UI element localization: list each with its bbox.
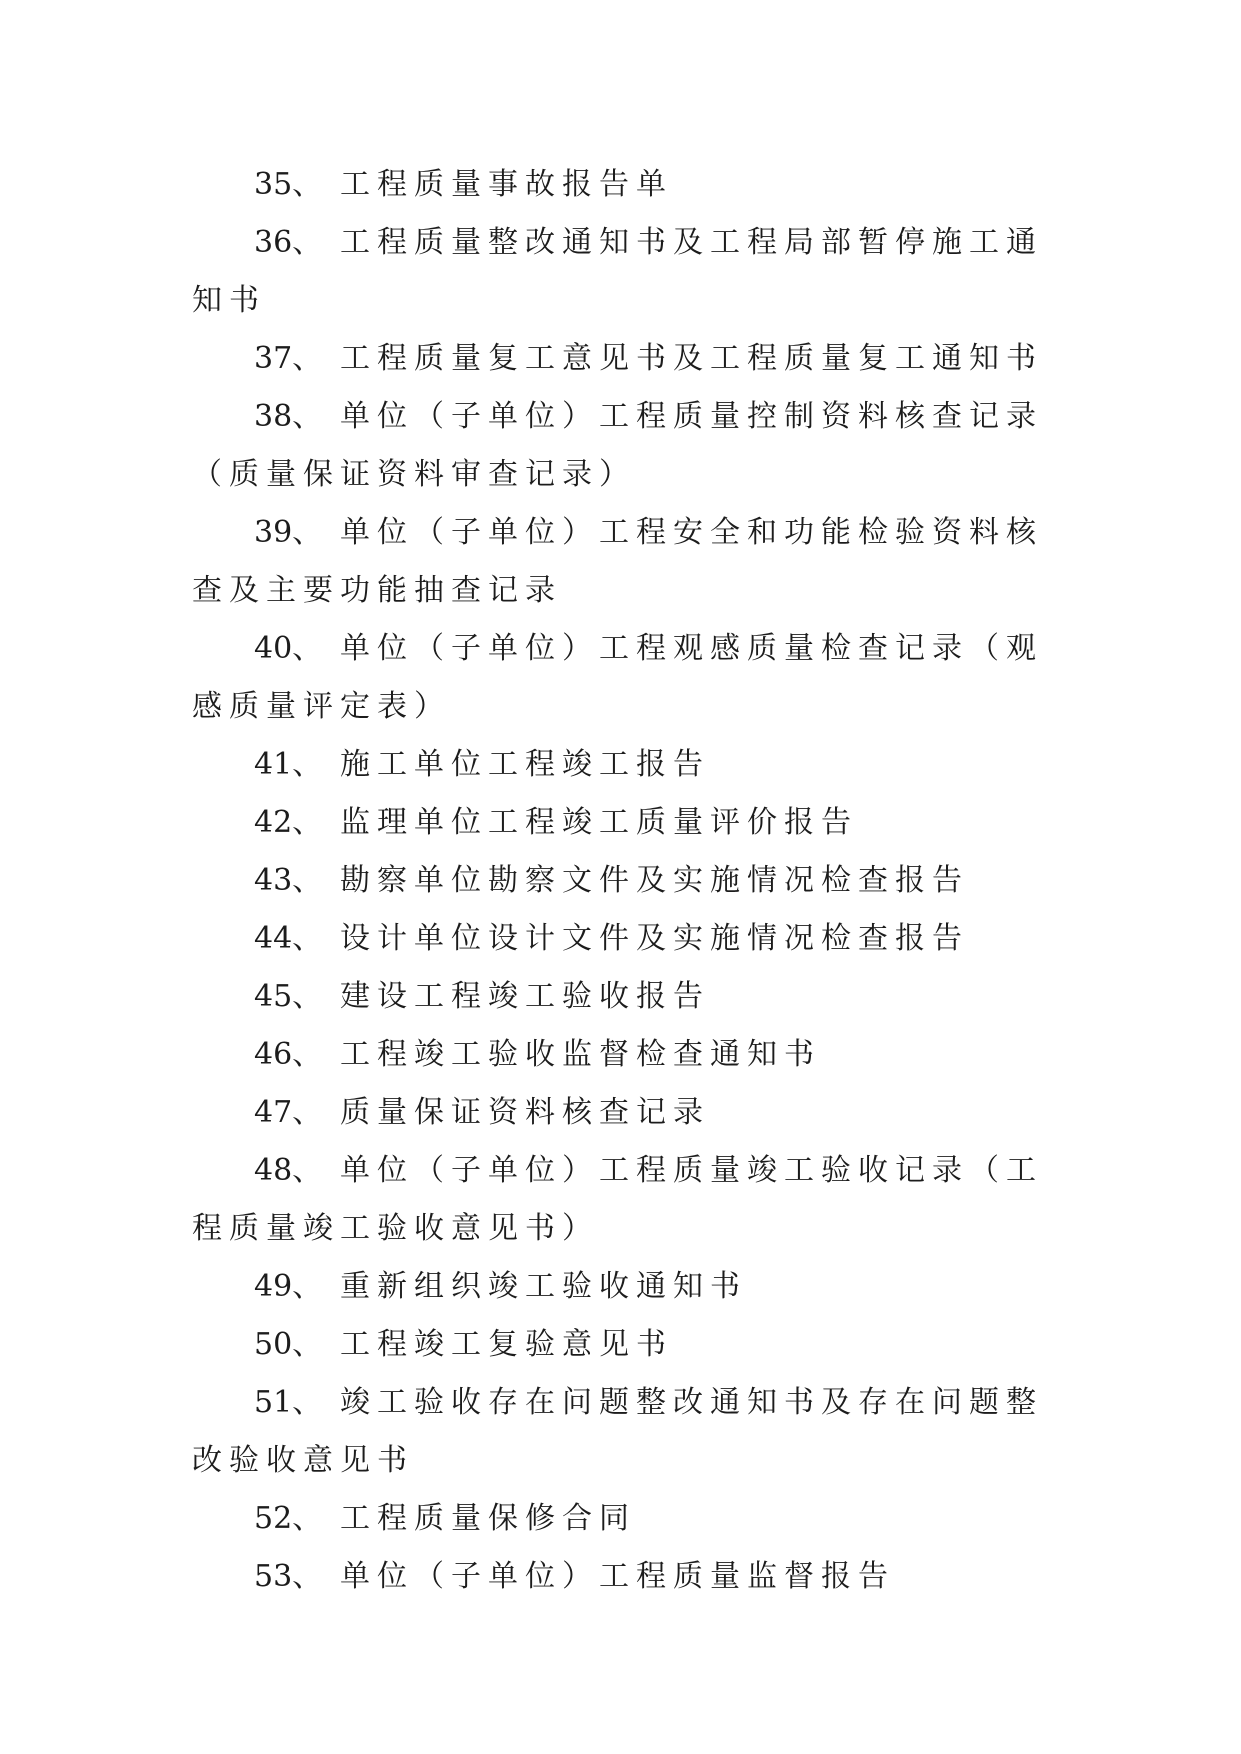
list-item	[192, 156, 1052, 214]
item-text: 单位（子单位）工程质量监督报告	[340, 1559, 895, 1594]
item-text: 建设工程竣工验收报告	[340, 979, 710, 1014]
list-item	[192, 388, 1052, 504]
item-text: 单位（子单位）工程观感质量检查记录（观感质量评定表）	[192, 631, 1043, 724]
item-text: 质量保证资料核查记录	[340, 1095, 710, 1130]
list-item	[192, 504, 1052, 620]
list-item	[192, 1084, 1052, 1142]
item-number: 37、	[254, 341, 323, 376]
item-number: 53、	[254, 1559, 323, 1594]
item-number: 42、	[254, 805, 323, 840]
list-item	[192, 620, 1052, 736]
item-text: 竣工验收存在问题整改通知书及存在问题整改验收意见书	[192, 1385, 1043, 1478]
list-item	[192, 1316, 1052, 1374]
item-number: 44、	[254, 921, 323, 956]
item-text: 工程竣工验收监督检查通知书	[340, 1037, 821, 1072]
item-number: 38、	[254, 399, 323, 434]
item-number: 48、	[254, 1153, 323, 1188]
list-item	[192, 736, 1052, 794]
list-item	[192, 910, 1052, 968]
item-text: 勘察单位勘察文件及实施情况检查报告	[340, 863, 969, 898]
item-text: 施工单位工程竣工报告	[340, 747, 710, 782]
item-number: 39、	[254, 515, 323, 550]
item-text: 重新组织竣工验收通知书	[340, 1269, 747, 1304]
item-text: 工程质量保修合同	[340, 1501, 636, 1536]
item-number: 52、	[254, 1501, 323, 1536]
item-number: 49、	[254, 1269, 323, 1304]
item-number: 46、	[254, 1037, 323, 1072]
item-number: 43、	[254, 863, 323, 898]
item-number: 40、	[254, 631, 323, 666]
item-number: 51、	[254, 1385, 323, 1420]
list-item	[192, 1026, 1052, 1084]
item-number: 50、	[254, 1327, 323, 1362]
list-item	[192, 1258, 1052, 1316]
list-item	[192, 1548, 1052, 1606]
item-text: 单位（子单位）工程质量控制资料核查记录（质量保证资料审查记录）	[192, 399, 1043, 492]
item-text: 工程质量复工意见书及工程质量复工通知书	[340, 341, 1043, 376]
list-item	[192, 1374, 1052, 1490]
list-item	[192, 968, 1052, 1026]
item-number: 35、	[254, 167, 323, 202]
list-item	[192, 794, 1052, 852]
list-item	[192, 214, 1052, 330]
item-number: 41、	[254, 747, 323, 782]
list-item	[192, 1142, 1052, 1258]
item-text: 单位（子单位）工程安全和功能检验资料核查及主要功能抽查记录	[192, 515, 1043, 608]
item-text: 工程质量事故报告单	[340, 167, 673, 202]
item-text: 单位（子单位）工程质量竣工验收记录（工程质量竣工验收意见书）	[192, 1153, 1043, 1246]
item-text: 工程竣工复验意见书	[340, 1327, 673, 1362]
list-item	[192, 852, 1052, 910]
item-text: 监理单位工程竣工质量评价报告	[340, 805, 858, 840]
item-number: 36、	[254, 225, 323, 260]
list-item	[192, 1490, 1052, 1548]
item-text: 设计单位设计文件及实施情况检查报告	[340, 921, 969, 956]
item-number: 45、	[254, 979, 323, 1014]
list-item	[192, 330, 1052, 388]
item-number: 47、	[254, 1095, 323, 1130]
item-text: 工程质量整改通知书及工程局部暂停施工通知书	[192, 225, 1043, 318]
document-item-list	[192, 156, 1052, 1606]
